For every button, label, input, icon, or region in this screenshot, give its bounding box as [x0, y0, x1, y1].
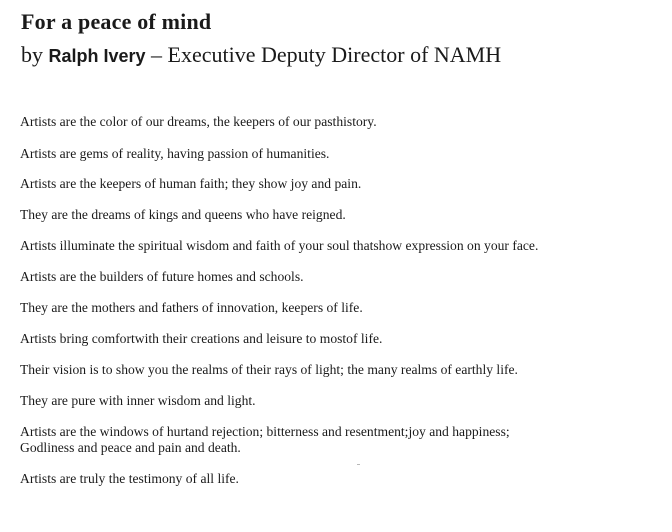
- author-name: Ralph Ivery: [48, 46, 146, 66]
- byline-prefix: by: [21, 42, 43, 67]
- poem-line-9: Their vision is to show you the realms of their rays of light; the many realms of earthly life.: [20, 362, 518, 377]
- byline: [21, 42, 501, 68]
- poem-line-11: Artists are the windows of hurtand rejection; bitterness and resentment;joy and happiness;: [20, 424, 510, 439]
- poem-line-12: Godliness and peace and pain and death.: [20, 440, 241, 455]
- author-role: – Executive Deputy Director of NAMH: [151, 42, 502, 67]
- poem-line-2: Artists are gems of reality, having passion of humanities.: [20, 146, 330, 161]
- poem-line-4: They are the dreams of kings and queens who have reigned.: [20, 207, 346, 222]
- poem-line-8: Artists bring comfortwith their creations and leisure to mostof life.: [20, 331, 383, 346]
- page-title: For a peace of mind: [21, 9, 212, 34]
- poem-line-5: Artists illuminate the spiritual wisdom and faith of your soul thatshow expression on your face.: [20, 238, 539, 253]
- poem-line-6: Artists are the builders of future homes and schools.: [20, 269, 304, 284]
- poem-line-1: Artists are the color of our dreams, the keepers of our pasthistory.: [20, 114, 377, 129]
- poem-line-13: Artists are truly the testimony of all life.: [20, 471, 239, 486]
- scan-speck: [357, 464, 360, 465]
- poem-line-10: They are pure with inner wisdom and light.: [20, 393, 256, 408]
- poem-line-7: They are the mothers and fathers of innovation, keepers of life.: [20, 300, 363, 315]
- poem-line-3: Artists are the keepers of human faith; they show joy and pain.: [20, 176, 362, 191]
